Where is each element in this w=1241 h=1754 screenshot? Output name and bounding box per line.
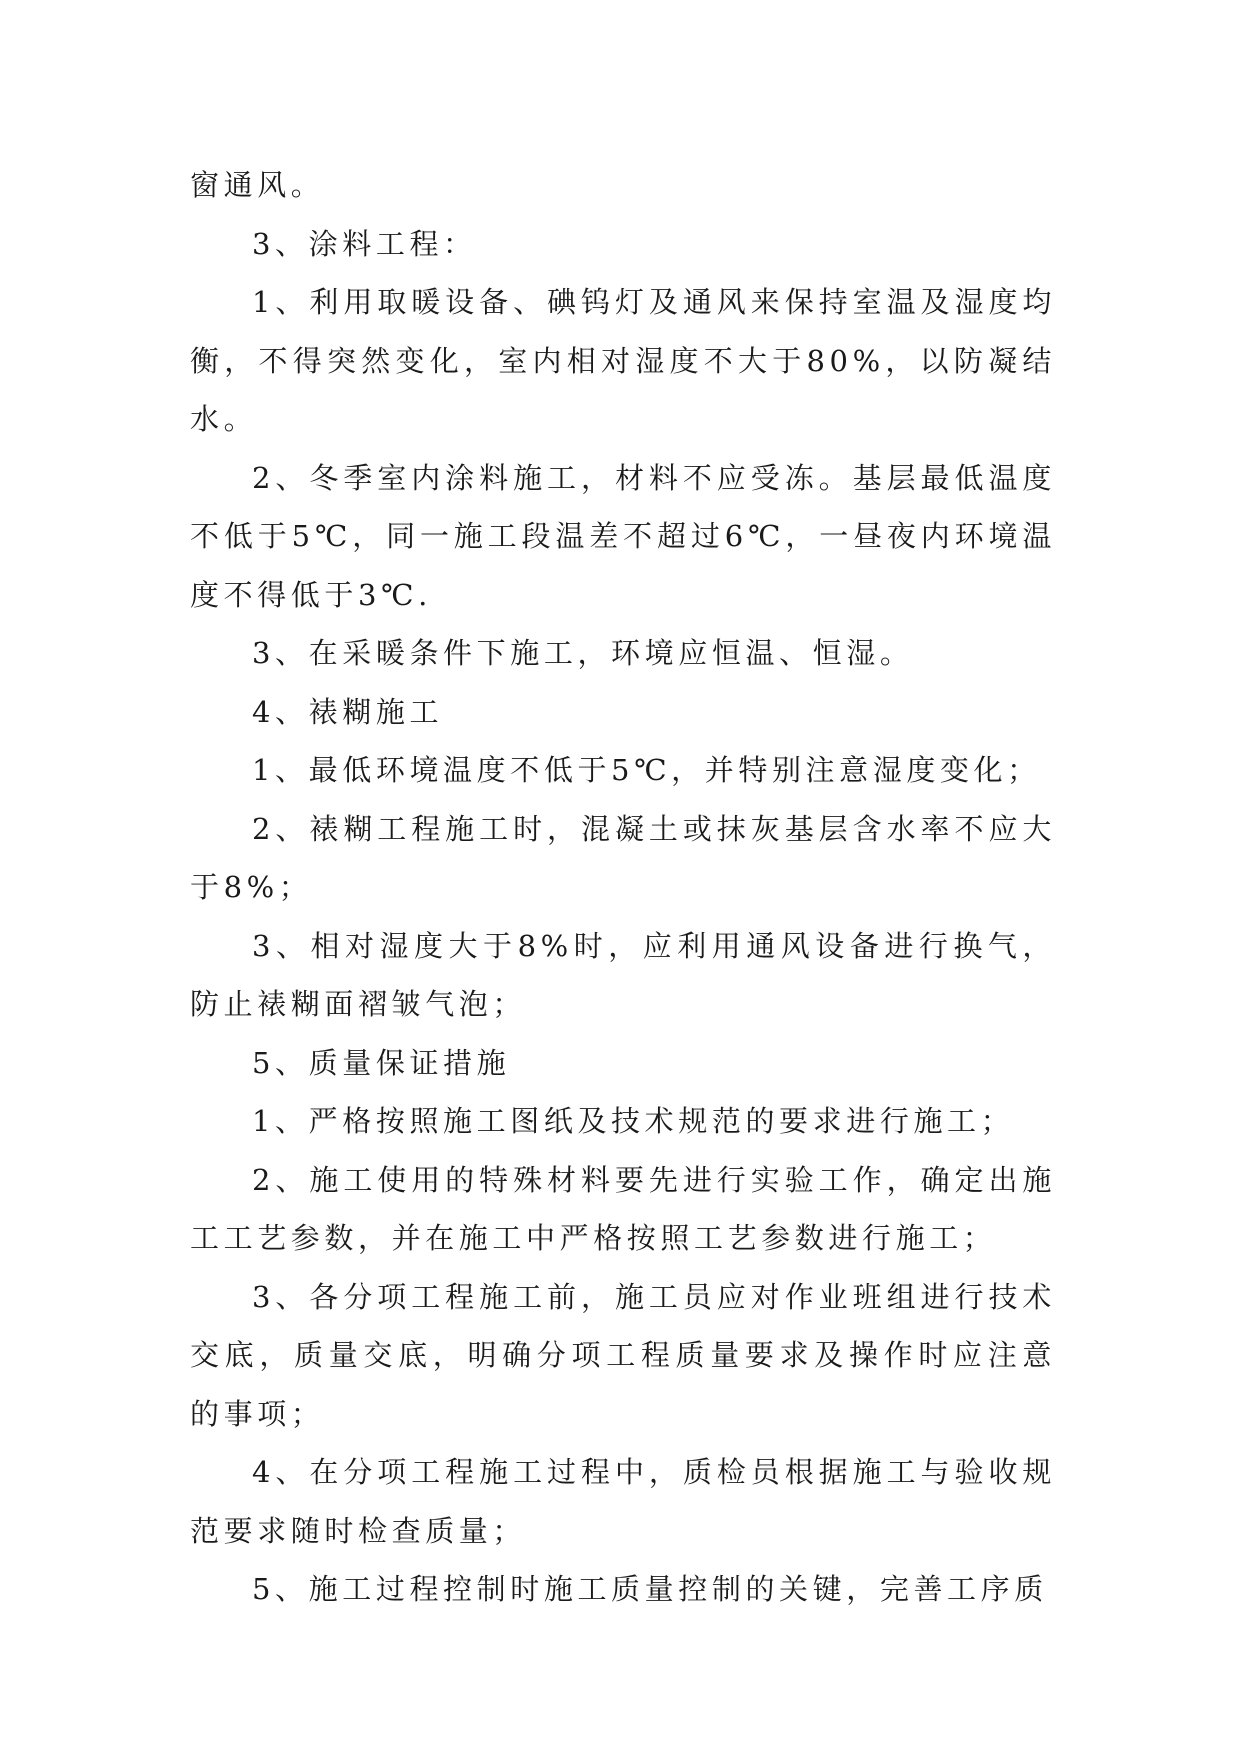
section-heading-wallpaper: 4、裱糊施工 bbox=[252, 694, 444, 729]
paragraph-8: 2、裱糊工程施工时，混凝土或抹灰基层含水率不应大于8%； bbox=[190, 811, 1056, 904]
section-heading-coating: 3、涂料工程： bbox=[252, 226, 477, 261]
paragraph-5: 3、在采暖条件下施工，环境应恒温、恒湿。 bbox=[252, 636, 914, 670]
paragraph-1: 窗通风。 bbox=[190, 168, 325, 202]
paragraph-4: 2、冬季室内涂料施工，材料不应受冻。基层最低温度不低于5℃，同一施工段温差不超过6℃，一昼夜内环境温度不得低于3℃. bbox=[190, 460, 1056, 612]
paragraph-7: 1、最低环境温度不低于5℃，并特别注意湿度变化； bbox=[252, 753, 1041, 787]
paragraph-14: 4、在分项工程施工过程中，质检员根据施工与验收规范要求随时检查质量； bbox=[190, 1455, 1056, 1548]
document-body bbox=[190, 156, 1056, 1619]
paragraph-3: 1、利用取暖设备、碘钨灯及通风来保持室温及湿度均衡，不得突然变化，室内相对湿度不大于80%，以防凝结水。 bbox=[190, 285, 1056, 436]
paragraph-12: 2、施工使用的特殊材料要先进行实验工作，确定出施工工艺参数，并在施工中严格按照工艺参数进行施工； bbox=[190, 1162, 1056, 1255]
paragraph-9: 3、相对湿度大于8%时，应利用通风设备进行换气，防止裱糊面褶皱气泡； bbox=[190, 928, 1056, 1021]
section-heading-quality: 5、质量保证措施 bbox=[252, 1045, 511, 1080]
paragraph-11: 1、严格按照施工图纸及技术规范的要求进行施工； bbox=[252, 1104, 1015, 1138]
paragraph-15: 5、施工过程控制时施工质量控制的关键，完善工序质 bbox=[252, 1572, 1048, 1606]
paragraph-13: 3、各分项工程施工前，施工员应对作业班组进行技术交底，质量交底，明确分项工程质量要求及操作时应注意的事项； bbox=[190, 1279, 1056, 1431]
